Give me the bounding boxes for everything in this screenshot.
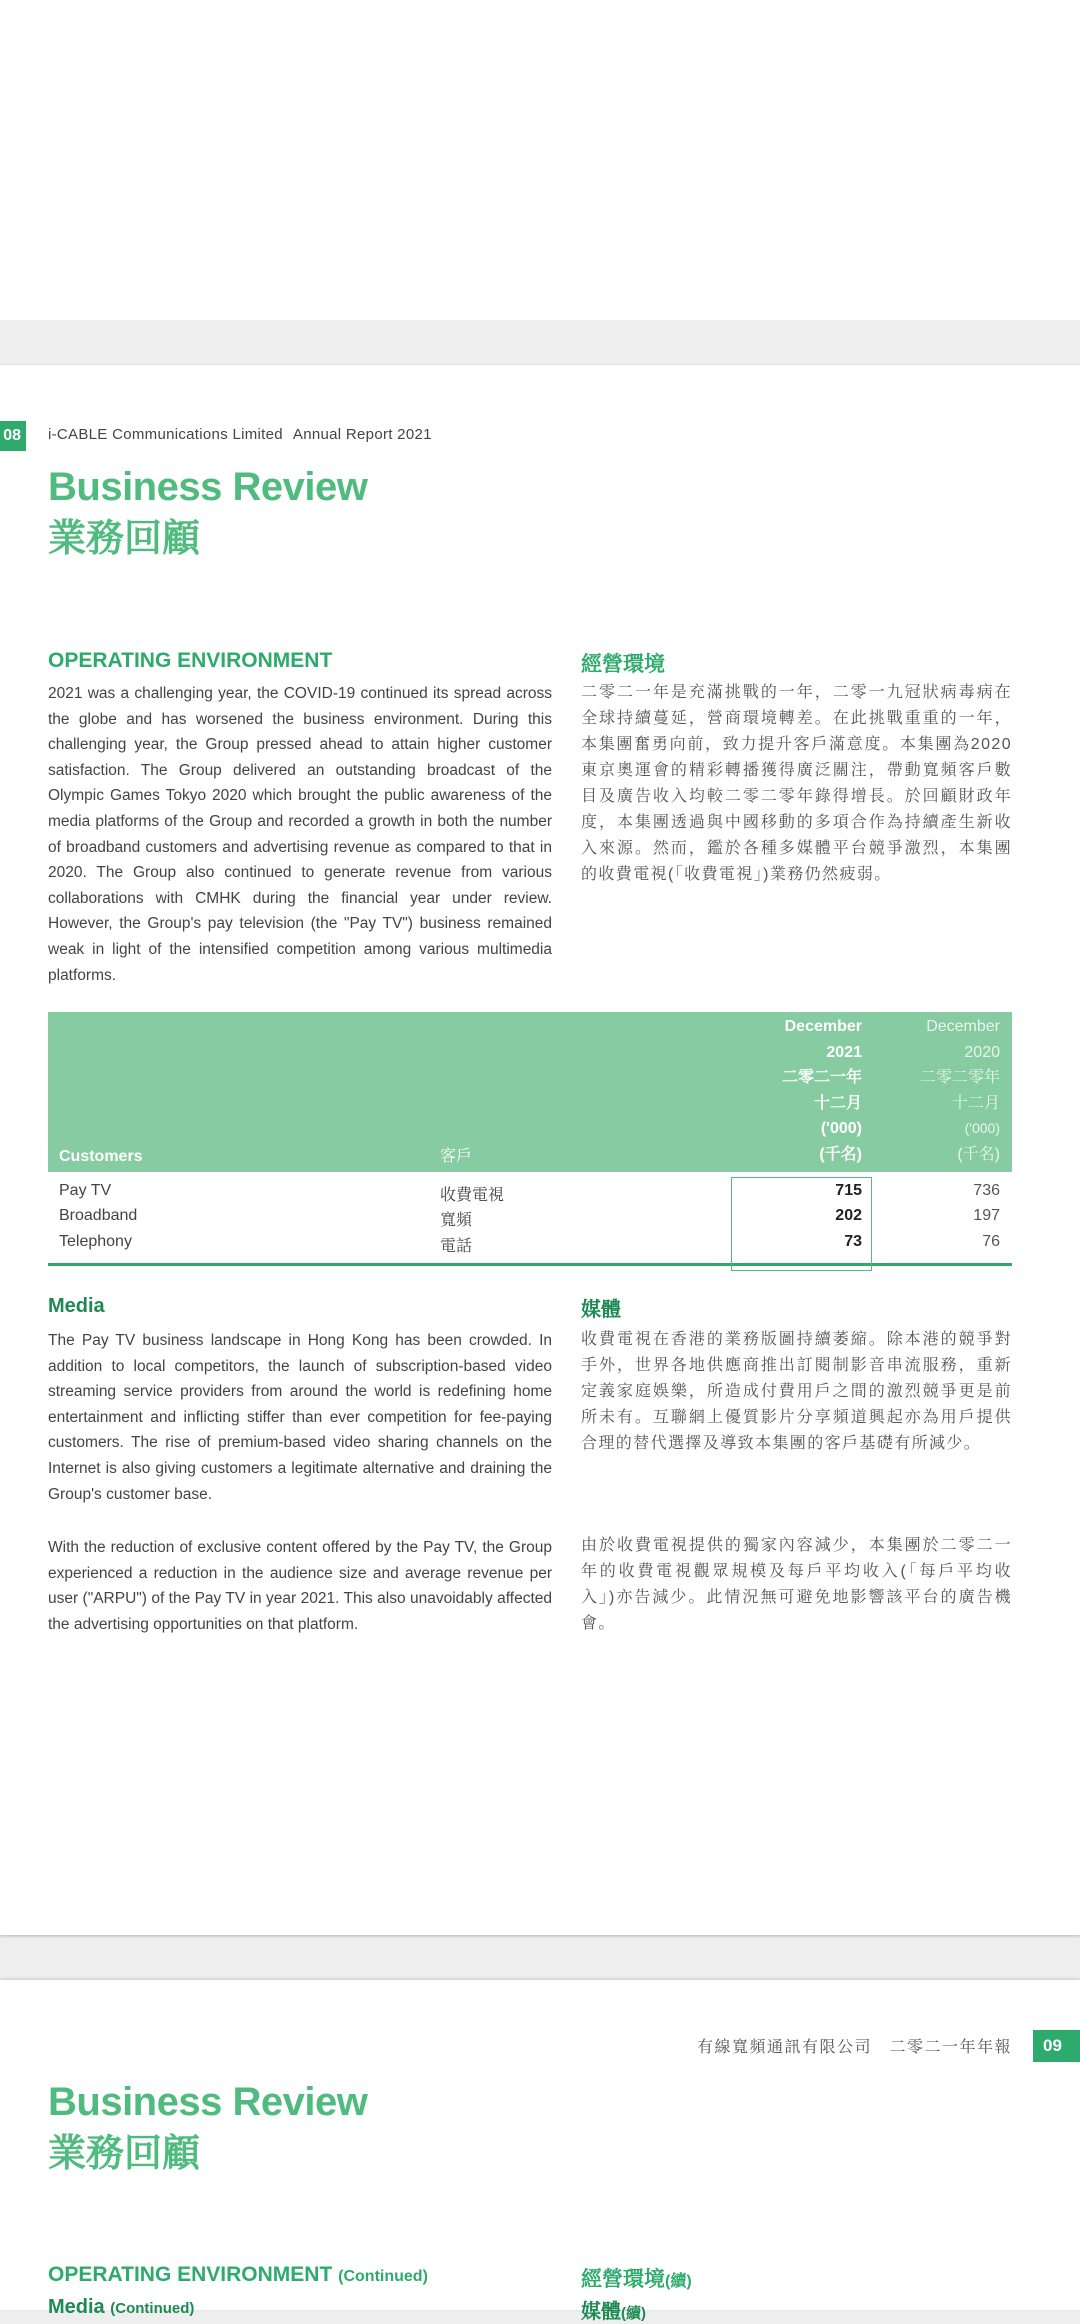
- media-paragraph-1-zh: 收費電視在香港的業務版圖持續萎縮。除本港的競爭對手外，世界各地供應商推出訂閱制影音串流服務，重新定義家庭娛樂，所造成付費用戶之間的激烈競爭更是前所未有。互聯網上優質影片分享頻道興起亦為用戶提供合理的替代選擇及導致本集團的客戶基礎有所減少。: [581, 1331, 1012, 1452]
- table-row: Pay TV 收費電視 715 736: [59, 1182, 1000, 1204]
- media-paragraph-2-en: With the reduction of exclusive content offered by the Pay TV, the Group experienced a reduction in the audience size and average revenue per user ("ARPU") of the Pay TV in year 2021. This also unavoidably affected the advertising opportunities on that platform.: [48, 1539, 552, 1633]
- page-number: 09: [1033, 2030, 1080, 2062]
- media-heading-zh: 媒體: [581, 1299, 621, 1321]
- section-heading-zh: 經營環境: [581, 653, 665, 676]
- intro-paragraph-zh: 二零二一年是充滿挑戰的一年，二零一九冠狀病毒病在全球持續蔓延，營商環境轉差。在此挑戰重重的一年，本集團奮勇向前，致力提升客戶滿意度。本集團為2020東京奧運會的精彩轉播獲得廣泛關注，帶動寬頻客戶數目及廣告收入均較二零二零年錄得增長。於回顧財政年度，本集團透過與中國移動的多項合作為持續產生新收入來源。然而，鑑於各種多媒體平台競爭激烈，本集團的收費電視(「收費電視」)業務仍然疲弱。: [581, 684, 1012, 883]
- media-paragraph-2-zh: 由於收費電視提供的獨家內容減少，本集團於二零二一年的收費電視觀眾規模及每戶平均收入(「每戶平均收入」)亦告減少。此情況無可避免地影響該平台的廣告機會。: [581, 1537, 1012, 1632]
- customers-table-header: [48, 1012, 1012, 1172]
- running-header-zh: 有線寬頻通訊有限公司 二零二一年年報: [696, 2039, 1012, 2056]
- column-december-2021: December 2021 二零二一年 十二月 ('000) (千名): [781, 1018, 862, 1163]
- page-title-zh: 業務回顧: [48, 2133, 201, 2175]
- page-09: [0, 1980, 1080, 2323]
- page-title-en: Business Review: [48, 2080, 368, 2124]
- running-header: [48, 426, 432, 443]
- page-number: 08: [0, 421, 26, 451]
- header-report: Annual Report 2021: [292, 426, 432, 443]
- page-title-zh: 業務回顧: [48, 518, 201, 560]
- section-heading-zh: 經營環境(續): [581, 2268, 692, 2291]
- column-december-2020: December 2020 二零二零年 十二月 ('000) (千名): [919, 1018, 1000, 1163]
- table-label-en: Customers: [59, 1148, 143, 1165]
- previous-page: [0, 0, 1080, 320]
- section-heading-en: OPERATING ENVIRONMENT: [48, 649, 333, 672]
- intro-paragraph-en: 2021 was a challenging year, the COVID-19 continued its spread across the globe and has worsened the business environment. During this challenging year, the Group pressed ahead to attain higher customer satisfaction. The Group delivered an outstanding broadcast of the Olympic Games Tokyo 2020 which brought the public awareness of the media platforms of the Group and recorded a growth in both the number of broadband customers and advertising revenue as compared to that in 2020. The Group also continued to generate revenue from various collaborations with CMHK during the financial year under review. However, the Group's pay television (the "Pay TV") business remained weak in light of the intensified competition among various multimedia platforms.: [48, 685, 552, 984]
- highlight-box: [731, 1177, 872, 1271]
- media-paragraph-1-en: The Pay TV business landscape in Hong Kong has been crowded. In addition to local competitors, the launch of subscription-based video streaming service providers from around the world is redefining home entertainment and inflicting stiffer than ever competition for fee-paying customers. The rise of premium-based video sharing channels on the Internet is also giving customers a legitimate alternative and draining the Group's customer base.: [48, 1332, 552, 1503]
- table-row: Telephony 電話 73 76: [59, 1233, 1000, 1255]
- page-title-en: Business Review: [48, 465, 368, 509]
- table-row: Broadband 寬頻 202 197: [59, 1207, 1000, 1229]
- media-heading-zh: 媒體(續): [581, 2301, 646, 2323]
- media-heading-en: Media (Continued): [48, 2296, 195, 2318]
- page-08: [0, 365, 1080, 1935]
- table-label-zh: 客戶: [440, 1148, 473, 1165]
- section-heading-en: OPERATING ENVIRONMENT (Continued): [48, 2263, 428, 2286]
- header-company: i-CABLE Communications Limited: [48, 426, 283, 443]
- media-heading-en: Media: [48, 1295, 105, 1317]
